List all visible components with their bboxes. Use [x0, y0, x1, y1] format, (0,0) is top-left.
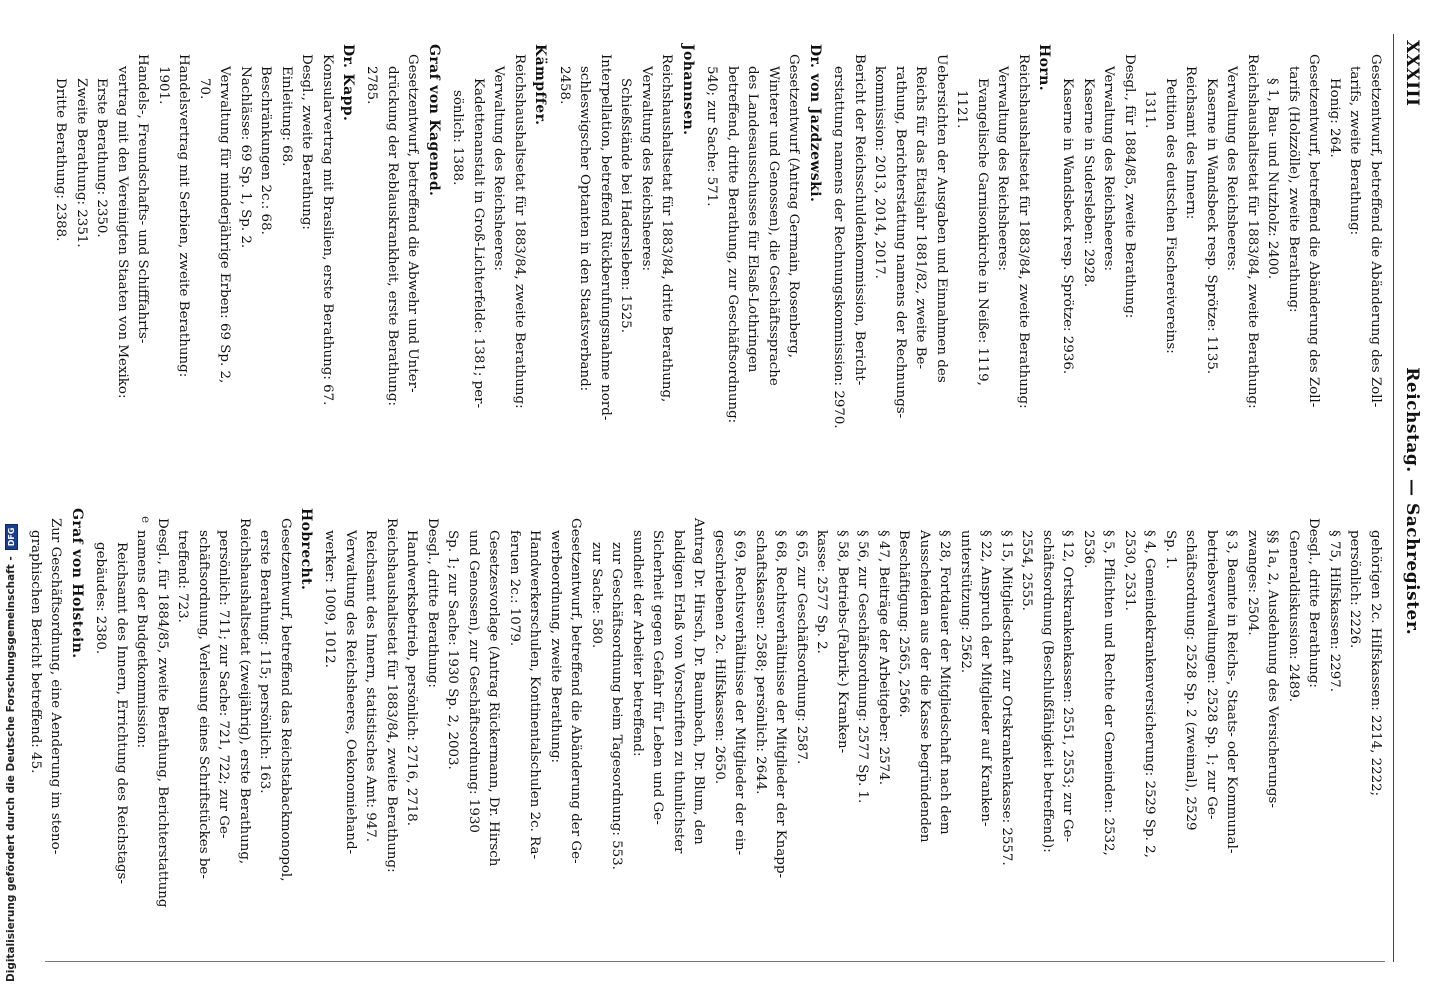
index-entry: Verwaltung des Reichsheeres:: [995, 66, 1011, 272]
index-entry: Konsularvertrag mit Brasilien, erste Berathung: 67.: [319, 54, 335, 406]
index-entry: tarifs (Holzzölle), zweite Berathung:: [1286, 66, 1301, 313]
index-entry: persönlich: 711; zur Sache: 721, 722; zur Ge-: [216, 530, 232, 839]
index-entry: Handwerkerschulen, Kontinentalschulen 2c. Ra-: [527, 530, 543, 859]
index-entry: kommission: 2013, 2014, 2017.: [872, 66, 888, 279]
index-entry: schaftskassen: 2588; persönlich: 2644.: [753, 530, 768, 795]
index-entry: Generaldiskussion: 2489.: [1286, 530, 1301, 703]
index-entry: feruen 2c.: 1079.: [507, 530, 522, 647]
index-entry: Sp. 1; zur Sache: 1930 Sp. 2, 2003.: [445, 530, 461, 770]
index-entry: § 58, Betriebs-(Fabrik-) Kranken-: [835, 530, 850, 754]
index-entry: Desgl., zweite Berathung:: [299, 54, 315, 230]
index-entry: Reichshaushaltsetat für 1883/84, zweite Berathung:: [511, 54, 527, 409]
dfg-logo-icon: DFG: [5, 524, 18, 551]
index-entry: § 56, zur Geschäftsordnung: 2577 Sp. 1.: [855, 530, 871, 804]
index-entry: Desgl., dritte Berathung:: [1306, 518, 1322, 688]
index-entry: baldigen Erlaß von Vorschriften zu thunlichster: [671, 530, 686, 854]
index-entry: Bericht der Reichsschuldenkommission, Bericht-: [851, 54, 867, 386]
person-heading: Kämpffer.: [532, 44, 549, 126]
person-heading: Horn.: [1036, 44, 1052, 91]
index-entry: 2554, 2555.: [1019, 530, 1035, 611]
index-entry: gehörigen 2c. Hilfskassen: 2214, 2222;: [1368, 530, 1383, 797]
column-left: [27, 498, 1385, 962]
index-entry: Beschränkungen 2c.: 68.: [258, 66, 274, 235]
index-entry: § 69, Rechtsverhältnisse der Mitglieder der ein-: [732, 530, 748, 856]
index-entry: Verwaltung des Reichsheeres:: [491, 66, 507, 272]
index-entry: Uebersichten der Ausgaben und Einnahmen des: [933, 54, 949, 383]
index-entry: schleswigscher Optanten in den Staatsverband:: [577, 66, 593, 392]
index-entry: graphischen Bericht betreffend: 45.: [27, 530, 43, 774]
index-entry: § 15, Mitgliedschaft zur Ortskrankenkasse: 2557.: [999, 530, 1014, 866]
index-entry: Winterer und Genossen), die Geschäftssprache: [765, 66, 781, 386]
index-entry: schäftsordnung: 2528 Sp. 2 (zweimal), 2529: [1183, 530, 1199, 831]
index-entry: Desgl., dritte Berathung:: [425, 518, 440, 688]
index-entry: persönlich: 2226.: [1347, 530, 1363, 649]
index-entry: Kaserne in Sudersleben: 2928.: [1081, 78, 1096, 288]
index-entry: Reichshaushaltsetat (zweijährig), erste Berathung,: [236, 518, 252, 865]
index-entry: werker: 1009, 1012.: [322, 530, 338, 668]
person-heading: Dr. Kapp.: [339, 44, 356, 122]
index-entry: Reichshaushaltsetat für 1883/84, zweite Berathung:: [1245, 54, 1260, 409]
index-entry: § 1, Bau- und Nutzholz: 2400.: [1265, 78, 1281, 280]
index-entry: Verwaltung des Reichsheeres:: [1224, 66, 1240, 272]
index-entry: Honig: 264.: [1327, 78, 1342, 158]
index-entry: Reichsamt des Innern:: [1183, 66, 1199, 220]
index-entry: §§ 1a, 2, Ausdehnung des Versicherungs-: [1265, 530, 1281, 808]
index-entry: Kadettenanstalt in Groß-Lichterfelde: 1381; per-: [470, 78, 486, 409]
index-entry: § 65, zur Geschäftsordnung: 2587.: [794, 530, 809, 765]
index-entry: 2785.: [364, 66, 380, 105]
index-entry: schäftsordnung (Beschlußfähigkeit betreffend):: [1040, 530, 1055, 853]
index-entry: Interpellation, betreffend Rückberufungsnahme nord-: [597, 54, 613, 421]
index-entry: Beschäftigung: 2565, 2566.: [896, 530, 912, 718]
index-entry: Antrag Dr. Hirsch, Dr. Baumbach, Dr. Blum, den: [691, 518, 707, 845]
index-entry: 1121.: [954, 90, 970, 129]
index-entry: Reichshaushaltsetat für 1883/84, zweite Berathung:: [1015, 54, 1031, 409]
index-entry: § 4, Gemeindekrankenversicherung: 2529 Sp. 2,: [1142, 530, 1158, 858]
index-entry: sönlich: 1388.: [450, 90, 466, 186]
index-entry: Sicherheit gegen Gefahr für Leben und Ge-: [650, 530, 666, 825]
person-heading: Johannsen.: [679, 44, 696, 136]
index-entry: betreffend, dritte Berathung, zur Geschäftsordnung:: [724, 66, 740, 424]
index-entry: zur Geschäftsordnung beim Tagesordnung: 553.: [609, 542, 625, 870]
index-entry: zwanges: 2504.: [1245, 530, 1260, 636]
index-entry: werbeordnung, zweite Berathung:: [548, 530, 563, 764]
index-entry: Reichs für das Etatsjahr 1881/82, zweite Be-: [913, 66, 929, 369]
column-right: [45, 34, 1385, 498]
index-entry: Gesetzentwurf, betreffend die Abwehr und Unter-: [405, 54, 421, 393]
index-entry: Gesetzentwurf, betreffend die Abänderung des Zoll-: [1306, 54, 1322, 408]
credit-text: Digitalisierung gefördert durch die Deutsche Forschungsgemeinschaft -: [5, 556, 17, 982]
index-entry: Verwaltung des Reichsheeres:: [1101, 66, 1117, 272]
person-heading: Dr. von Jazdzewski.: [806, 44, 823, 203]
running-head: Reichstag. — Sachregister.: [1402, 367, 1422, 636]
index-entry: Schießstände bei Hadersleben: 1525.: [618, 78, 634, 333]
index-entry: gebäudes: 2380.: [93, 542, 109, 655]
index-body: [27, 34, 1385, 962]
index-entry: Nachlässe: 69 Sp. 1, Sp. 2.: [237, 66, 253, 249]
index-entry: 2458.: [556, 66, 572, 105]
index-entry: Handwerksbetrieb, persönlich: 2716, 2718.: [404, 530, 420, 827]
index-entry: § 22, Anspruch der Mitglieder auf Kranken-: [978, 530, 994, 827]
index-entry: Reichshaushaltsetat für 1883/84, zweite Berathung:: [384, 518, 399, 873]
index-entry: 1311.: [1142, 90, 1158, 129]
index-entry: rathung, Berichterstattung namens der Rechnungs-: [892, 66, 908, 419]
index-entry: Kaserne in Wandsbeck resp. Sprötze: 1135.: [1204, 78, 1219, 375]
person-heading: Graf von Kagened.: [425, 44, 442, 197]
index-entry: Gesetzesvorlage (Antrag Rückermann, Dr. Hirsch: [486, 530, 502, 867]
index-entry: § 5, Pflichten und Rechte der Gemeinden: 2532,: [1101, 530, 1117, 856]
index-entry: Reichshaushaltsetat für 1883/84, dritte Berathung,: [659, 54, 675, 403]
index-entry: Einleitung: 68.: [278, 66, 294, 167]
index-entry: § 12, Ortskrankenkassen: 2551, 2553; zur Ge-: [1060, 530, 1076, 842]
index-entry: Desgl., für 1884/85, zweite Berathung:: [1122, 54, 1137, 319]
index-entry: Reichsamt des Innern, statistisches Amt: 947.: [363, 530, 379, 843]
index-entry: Evangelische Garnisonkirche in Neiße: 1119,: [974, 78, 990, 386]
index-entry: sundheit der Arbeiter betreffend:: [630, 530, 645, 757]
index-entry: Verwaltung des Reichsheeres, Oekonomiehand-: [343, 530, 358, 855]
index-entry: schäftsordnung, Verlesung eines Schriftstückes be-: [195, 530, 211, 879]
index-entry: § 75, Hilfskassen: 2297.: [1327, 530, 1342, 693]
index-entry: 2530, 2531.: [1122, 530, 1137, 611]
index-entry: und Genossen), zur Geschäftsordnung: 1930: [466, 530, 481, 833]
index-entry: namens der Budgetkommission:: [134, 530, 150, 749]
index-entry: Ausscheiden aus der die Kasse begründenden: [917, 530, 932, 843]
index-entry: Verwaltung des Reichsheeres:: [638, 66, 654, 272]
index-entry: Gesetzentwurf, betreffend die Abänderung des Zoll-: [1368, 54, 1383, 408]
index-entry: Zur Geschäftsordnung, eine Aenderung im steno-: [48, 518, 64, 855]
index-entry: § 68, Rechtsverhältnisse der Mitglieder der Knapp-: [773, 530, 789, 879]
index-entry: Erste Berathung: 2350.: [94, 78, 110, 238]
index-entry: betriebsverwaltungen: 2528 Sp. 1; zur Ge-: [1204, 530, 1219, 820]
signature-mark: e: [139, 516, 153, 524]
index-entry: erste Berathung: 115; persönlich: 163.: [257, 530, 273, 794]
index-entry: Handelsvertrag mit Serbien, zweite Berathung:: [176, 54, 192, 378]
index-entry: Kaserne in Wandsbeck resp. Sprötze: 2936.: [1060, 78, 1076, 375]
index-entry: Handels-, Freundschafts- und Schifffahrts-: [135, 54, 151, 344]
index-entry: tarifs, zweite Berathung:: [1347, 66, 1363, 236]
index-entry: 70.: [196, 78, 212, 100]
index-entry: drückung der Reblauskrankheit, erste Berathung:: [384, 66, 400, 406]
index-entry: 540; zur Sache: 571.: [704, 66, 720, 207]
index-entry: zur Sache: 580.: [589, 542, 604, 649]
index-entry: vertrag mit den Vereinigten Staaten von Mexiko:: [114, 66, 130, 399]
index-entry: Gesetzentwurf, betreffend die Abänderung der Ge-: [568, 518, 584, 864]
digitization-credit: [2, 0, 20, 1000]
person-heading: Hobrecht.: [298, 508, 314, 591]
index-entry: Gesetzentwurf (Antrag Germain, Rosenberg,: [786, 54, 802, 359]
index-entry: kasse: 2577 Sp. 2.: [814, 530, 830, 654]
index-entry: § 28, Fortdauer der Mitgliedschaft nach dem: [937, 530, 953, 835]
index-entry: Desgl., für 1884/85, zweite Berathung, Berichterstattung: [154, 518, 170, 908]
index-entry: Zweite Berathung: 2351.: [73, 78, 89, 248]
index-entry: Dritte Berathung: 2388.: [53, 78, 69, 242]
index-entry: Reichsamt des Innern, Errichtung des Reichstags-: [113, 542, 129, 884]
index-entry: Sp. 1.: [1163, 530, 1178, 570]
index-entry: erstattung namens der Rechnungskommission: 2970.: [831, 66, 847, 429]
index-entry: § 47, Beiträge der Arbeitgeber: 2574.: [876, 530, 891, 785]
page-number: XXXIII: [1402, 40, 1422, 107]
page-header: [1393, 34, 1422, 962]
index-entry: des Landesausschusses für Elsaß-Lothringen: [745, 66, 761, 373]
index-entry: treffend: 723.: [175, 530, 191, 623]
index-entry: § 3, Beamte in Reichs-, Staats- oder Kommunal-: [1224, 530, 1240, 854]
index-entry: Verwaltung für minderjährige Erben: 69 Sp. 2,: [217, 66, 233, 384]
index-entry: 2536.: [1081, 530, 1096, 569]
index-entry: 1901.: [155, 66, 171, 105]
index-entry: Gesetzentwurf, betreffend das Reichstabackmonopol,: [277, 518, 293, 882]
index-entry: geschriebenen 2c. Hilfskassen: 2650.: [712, 530, 727, 785]
index-entry: Petition des deutschen Fischereivereins:: [1163, 78, 1178, 354]
index-entry: unterstützung: 2562.: [958, 530, 973, 674]
person-heading: Graf von Holstein.: [68, 508, 85, 659]
